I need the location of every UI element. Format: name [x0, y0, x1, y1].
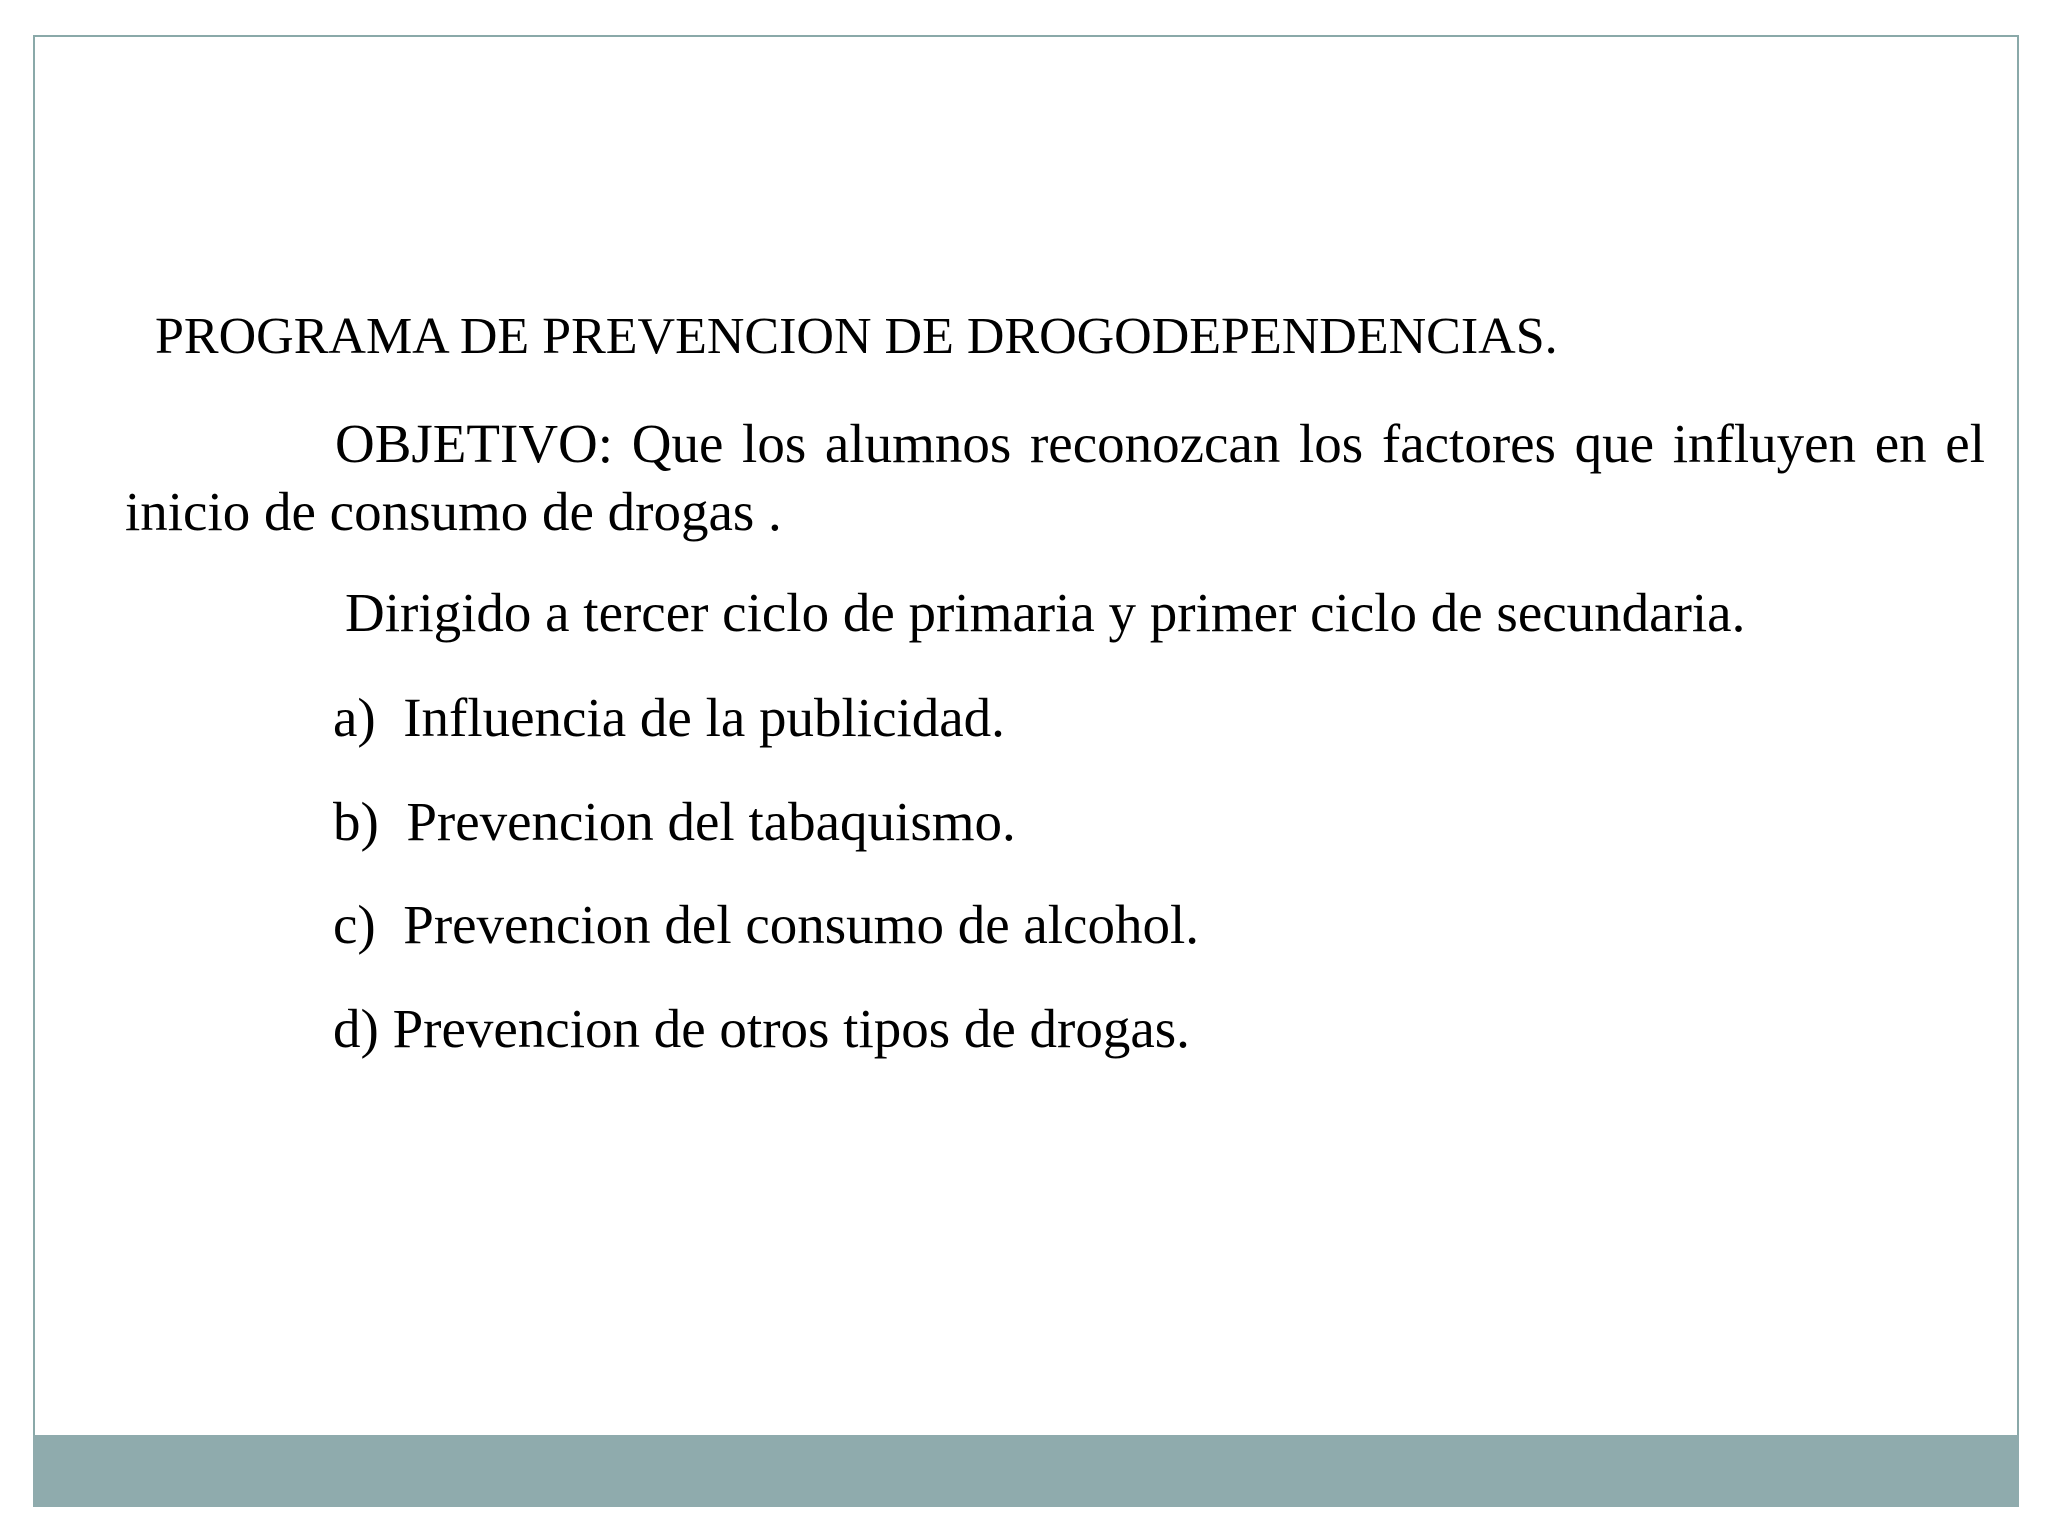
list-item	[333, 892, 1199, 958]
footer-bar	[33, 1435, 2019, 1507]
list-item	[333, 685, 1005, 751]
list-item-marker: a)	[333, 687, 376, 748]
slide-frame	[33, 35, 2019, 1507]
list-item-marker: c)	[333, 894, 376, 955]
list-item	[333, 789, 1016, 855]
slide-title: PROGRAMA DE PREVENCION DE DROGODEPENDENCIAS.	[155, 308, 1558, 365]
list-item-marker: b)	[333, 791, 379, 852]
list-item	[333, 996, 1190, 1062]
objective-paragraph: OBJETIVO: Que los alumnos reconozcan los factores que influyen en el inicio de consumo de drogas .	[125, 413, 1985, 542]
list-item-text: Prevencion del consumo de alcohol.	[403, 894, 1199, 955]
list-item-text: Influencia de la publicidad.	[403, 687, 1005, 748]
list-item-text: Prevencion del tabaquismo.	[406, 791, 1016, 852]
list-item-marker: d)	[333, 998, 379, 1059]
target-audience: Dirigido a tercer ciclo de primaria y primer ciclo de secundaria.	[345, 582, 1746, 643]
list-item-text: Prevencion de otros tipos de drogas.	[392, 998, 1190, 1059]
